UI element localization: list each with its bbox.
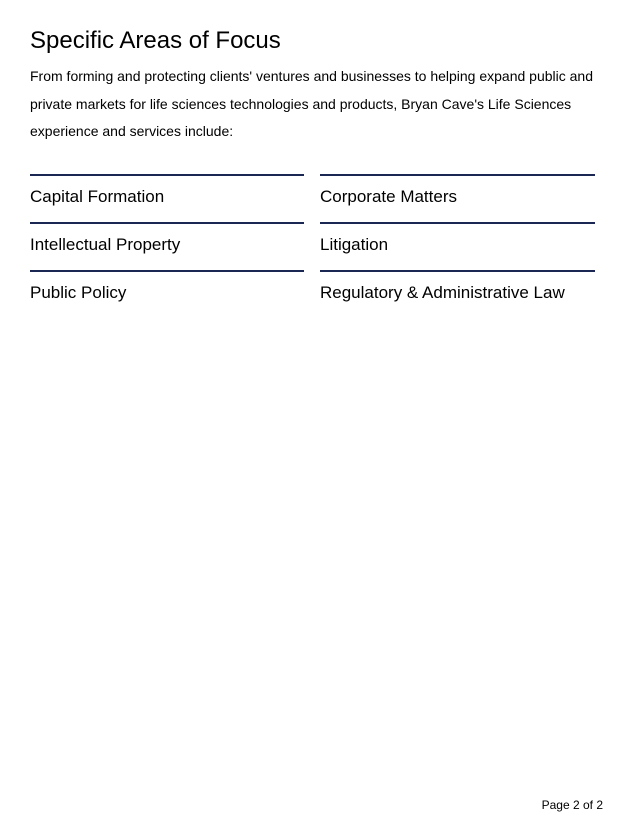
focus-area-capital-formation: Capital Formation	[30, 174, 304, 222]
page-number: Page 2 of 2	[541, 798, 603, 812]
focus-area-public-policy: Public Policy	[30, 270, 304, 318]
focus-areas-grid	[30, 174, 595, 318]
page-title: Specific Areas of Focus	[30, 27, 281, 54]
focus-area-intellectual-property: Intellectual Property	[30, 222, 304, 270]
focus-area-regulatory-administrative-law: Regulatory & Administrative Law	[320, 270, 595, 318]
focus-area-litigation: Litigation	[320, 222, 595, 270]
focus-area-corporate-matters: Corporate Matters	[320, 174, 595, 222]
intro-paragraph: From forming and protecting clients' ventures and businesses to helping expand public and private markets for life sciences technologies and products, Bryan Cave's Life Sciences experience and services include:	[30, 68, 594, 139]
